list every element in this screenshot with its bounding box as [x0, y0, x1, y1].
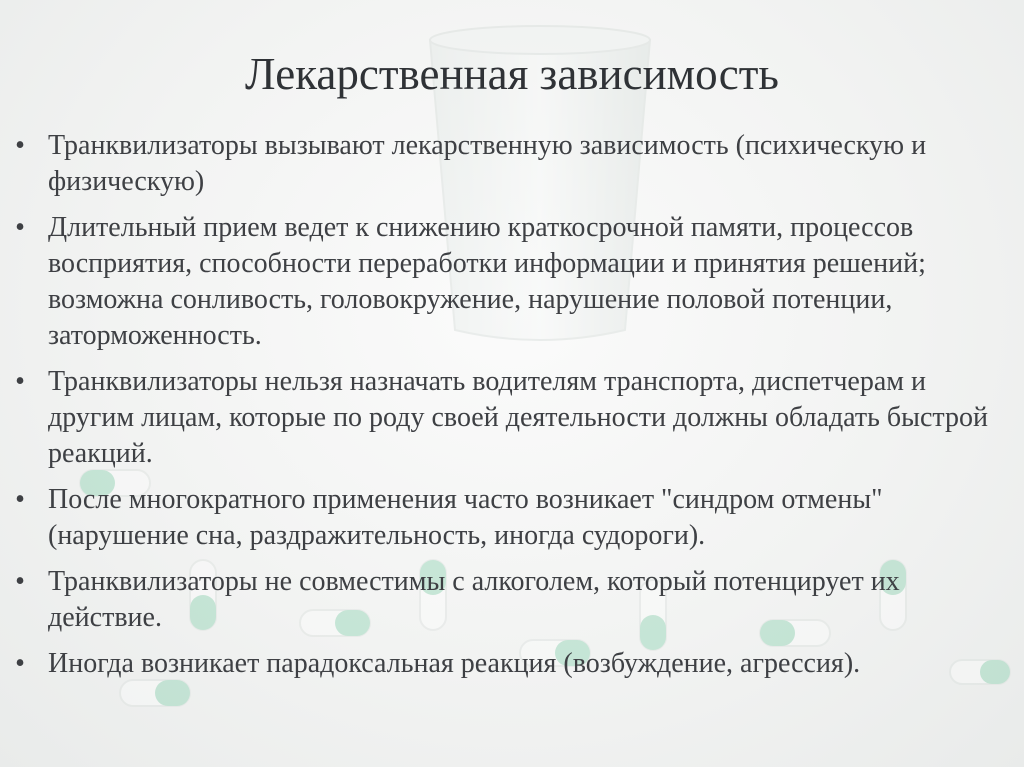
bullet-marker: •: [15, 648, 25, 679]
list-item: [10, 564, 1000, 636]
slide-title: Лекарственная зависимость: [245, 49, 779, 99]
list-item: [10, 364, 1000, 472]
bullet-marker: •: [15, 484, 25, 515]
bullet-marker: •: [15, 566, 25, 597]
list-item: [10, 482, 1000, 554]
list-item: [10, 210, 1000, 354]
bullet-text: После многократного применения часто возникает "синдром отмены" (нарушение сна, раздражительность, иногда судороги).: [48, 484, 883, 551]
bullet-text: Длительный прием ведет к снижению краткосрочной памяти, процессов восприятия, способности переработки информации и принятия решений; возможна сонливость, головокружение, нарушение половой потенции, заторможенность.: [48, 212, 926, 351]
bullet-marker: •: [15, 130, 25, 161]
bullet-marker: •: [15, 366, 25, 397]
bullet-list: [10, 128, 1000, 692]
bullet-text: Транквилизаторы вызывают лекарственную зависимость (психическую и физическую): [48, 130, 927, 197]
list-item: [10, 646, 1000, 682]
list-item: [10, 128, 1000, 200]
bullet-marker: •: [15, 212, 25, 243]
bullet-text: Транквилизаторы нельзя назначать водителям транспорта, диспетчерам и другим лицам, которые по роду своей деятельности должны обладать быстрой реакций.: [48, 366, 988, 469]
bullet-text: Иногда возникает парадоксальная реакция (возбуждение, агрессия).: [48, 648, 861, 679]
bullet-text: Транквилизаторы не совместимы с алкоголем, который потенцирует их действие.: [48, 566, 900, 633]
